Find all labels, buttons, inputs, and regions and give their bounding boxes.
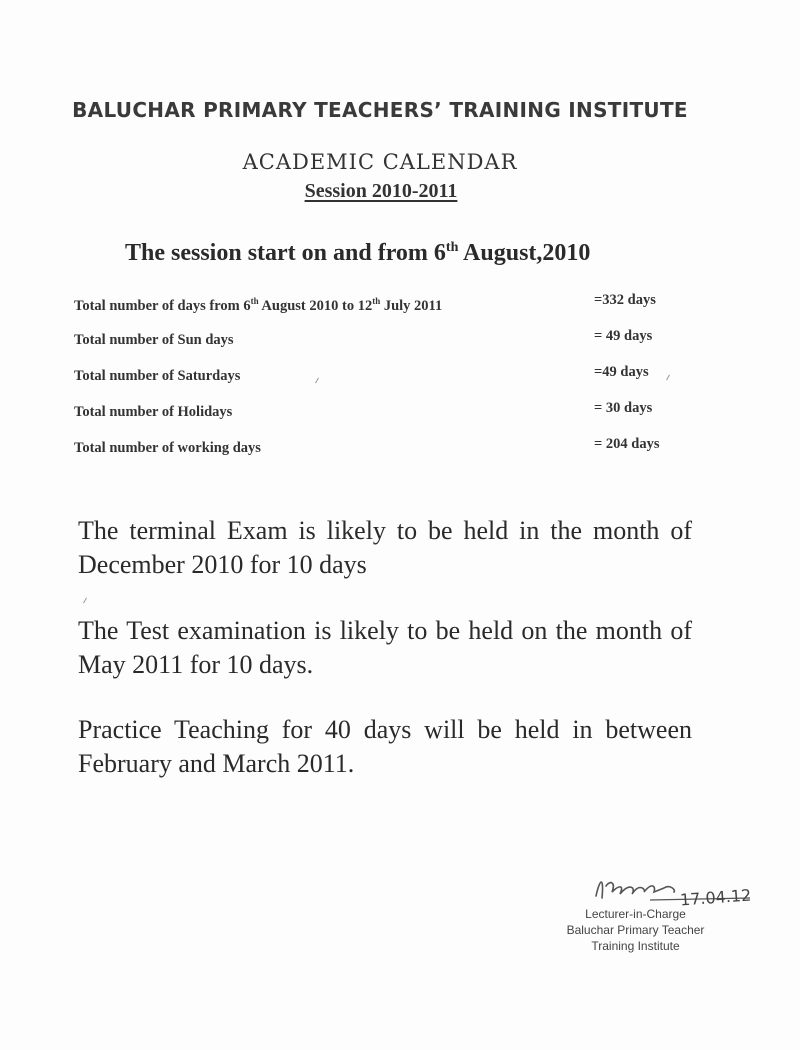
stat-value-sundays: = 49 days	[594, 328, 653, 344]
institute-name: BALUCHAR PRIMARY TEACHERS’ TRAINING INSTITUTE	[72, 98, 688, 122]
session-start-line	[125, 240, 590, 267]
terminal-exam-note: The terminal Exam is likely to be held in the month of December 2010 for 10 days	[78, 516, 692, 579]
stat-label-part: Total number of days from 6	[74, 297, 251, 314]
stat-value-total-days: =332 days	[594, 292, 656, 308]
session-start-ordinal: th	[445, 240, 459, 255]
stat-label-sundays: Total number of Sun days	[74, 332, 234, 348]
scan-speck	[83, 598, 87, 604]
day-statistics	[74, 290, 684, 470]
stat-label-working-days: Total number of working days	[74, 440, 261, 456]
signatory-org-line1: Baluchar Primary Teacher	[566, 923, 705, 937]
stat-label-saturdays: Total number of Saturdays	[74, 368, 241, 384]
signatory-org-line2: Training Institute	[591, 939, 680, 953]
signatory-title: Lecturer-in-Charge	[585, 907, 686, 921]
stat-row-holidays	[74, 398, 684, 434]
stat-label-part: July 2011	[380, 297, 443, 314]
stat-row-working-days	[74, 434, 684, 470]
signature-date: 17.04.12	[679, 885, 752, 910]
stat-row-sundays	[74, 326, 684, 362]
signatory-block	[548, 906, 723, 954]
calendar-title: ACADEMIC CALENDAR	[242, 150, 518, 174]
stat-label-ordinal: th	[250, 296, 259, 306]
stat-value-saturdays: =49 days	[594, 364, 649, 380]
stat-label-total-days	[74, 296, 442, 315]
stat-value-working-days: = 204 days	[594, 436, 660, 452]
test-exam-note: The Test examination is likely to be held on the month of May 2011 for 10 days.	[78, 616, 692, 679]
stat-value-holidays: = 30 days	[594, 400, 653, 416]
stat-label-part: August 2010 to 12	[258, 297, 373, 314]
session-heading	[0, 180, 762, 203]
practice-teaching-note: Practice Teaching for 40 days will be held in between February and March 2011.	[78, 715, 692, 778]
stat-label-ordinal: th	[372, 296, 381, 306]
session-start-text: The session start on and from 6	[125, 240, 446, 266]
session-label: Session 2010-2011	[304, 180, 458, 202]
stat-row-total-days	[74, 290, 684, 326]
session-start-date: August,2010	[458, 240, 591, 266]
stat-row-saturdays	[74, 362, 684, 398]
stat-label-holidays: Total number of Holidays	[74, 404, 233, 420]
